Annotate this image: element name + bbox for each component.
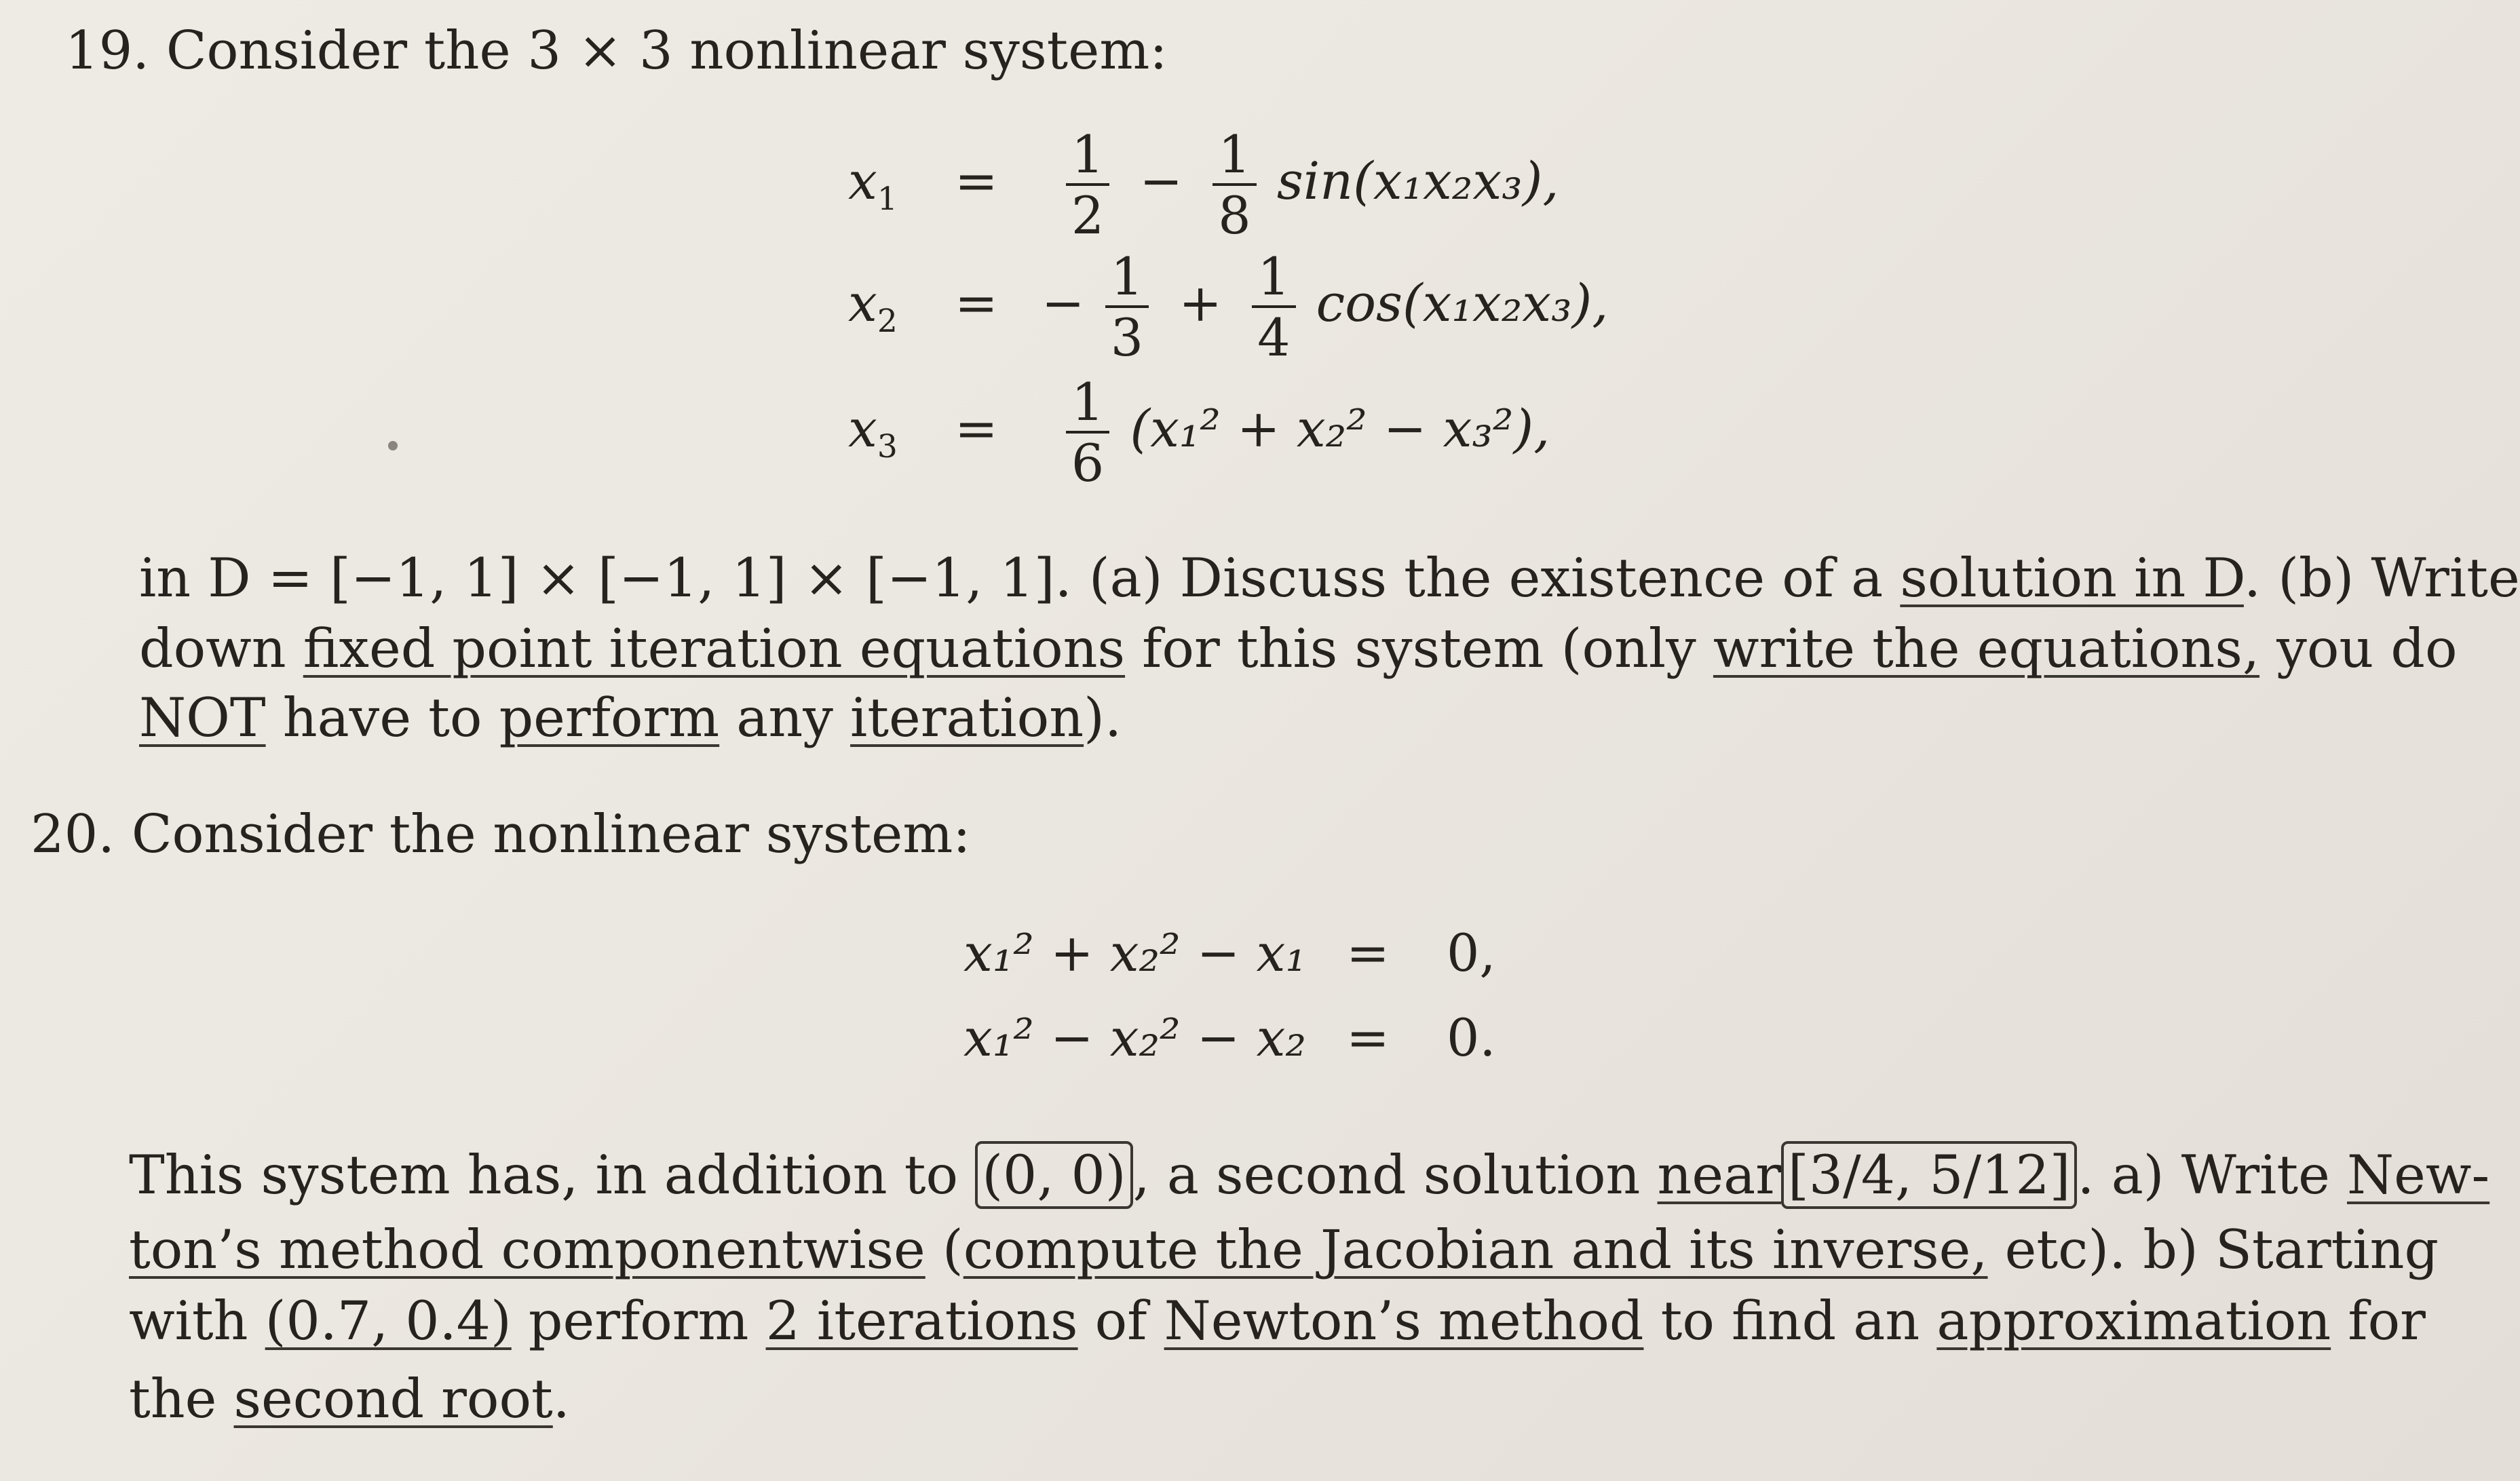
question-20-heading: 20. Consider the nonlinear system:: [31, 804, 971, 865]
q19-paragraph-line-1: in D = [−1, 1] × [−1, 1] × [−1, 1]. (a) Discuss the existence of a solution in D. (b) Write: [139, 547, 2520, 609]
q19-equation-1: $x_1$ = $\frac{1}{2}$ − $\frac{1}{8}$ sin(x₁x₂x₃),: [848, 124, 1559, 246]
question-19-heading: 19. Consider the 3 × 3 nonlinear system:: [65, 20, 1168, 81]
q20-paragraph-line-4: the second root.: [129, 1368, 570, 1430]
q19-equation-3: $x_3$ = $\frac{1}{6}$ (x₁² + x₂² − x₃²),: [848, 372, 1550, 493]
q19-paragraph-line-2: down fixed point iteration equations for this system (only write the equations, you do: [139, 617, 2458, 680]
q20-paragraph-line-2: ton’s method componentwise (compute the Jacobian and its inverse, etc). b) Starting: [129, 1218, 2439, 1281]
stray-dot: [388, 441, 398, 450]
q19-paragraph-line-3: NOT have to perform any iteration).: [139, 687, 1122, 749]
q20-equation-1: x₁² + x₂² − x₁ = 0,: [963, 923, 1496, 983]
q20-paragraph-line-3: with (0.7, 0.4) perform 2 iterations of Newton’s method to find an approximation for: [129, 1290, 2426, 1352]
q19-equation-2: $x_2$ = − $\frac{1}{3}$ + $\frac{1}{4}$ cos(x₁x₂x₃),: [848, 246, 1609, 368]
q20-equation-2: x₁² − x₂² − x₂ = 0.: [963, 1007, 1496, 1068]
q20-paragraph-line-1: This system has, in addition to (0, 0) , a second solution near [3/4, 5/12] . a) Write New-: [129, 1140, 2489, 1210]
